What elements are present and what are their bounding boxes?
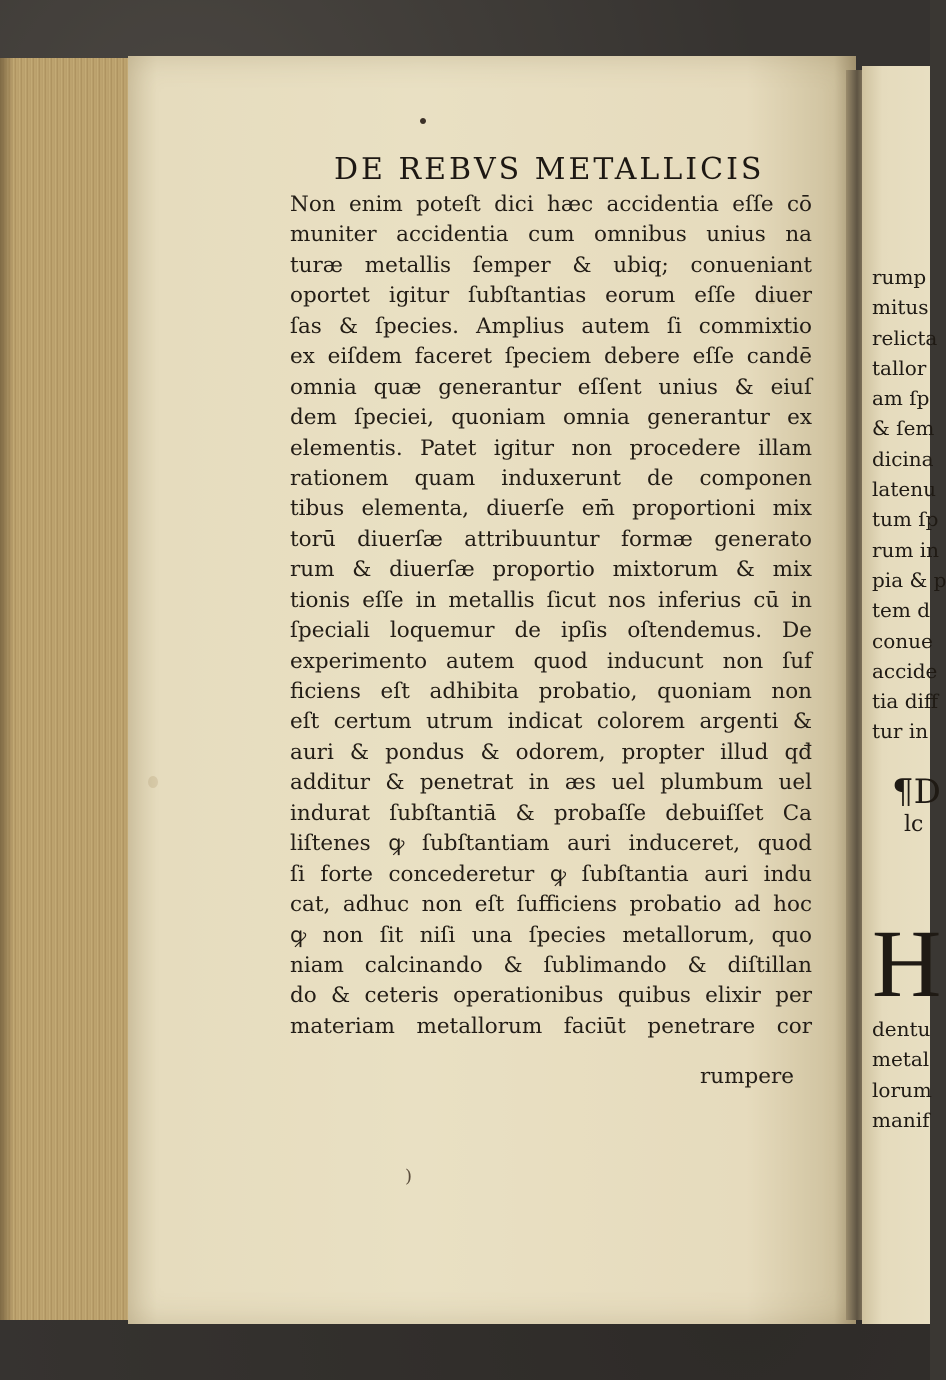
right-line: rum in: [872, 537, 940, 562]
body-line: indurat ſubſtantiā & probaſſe debuiſſet Ca: [290, 800, 812, 826]
right-page-text: [872, 262, 946, 747]
body-line: do & ceteris operationibus quibus elixir per: [290, 983, 812, 1009]
foxing-spot: [148, 776, 158, 788]
body-line: liſtenes ꝙ ſubſtantiam auri induceret, quod: [290, 831, 812, 857]
body-line: additur & penetrat in æs uel plumbum uel: [290, 770, 812, 796]
right-line: latenu: [872, 477, 936, 502]
body-line: ꝙ non ſit niſi una ſpecies metallorum, quo: [290, 922, 812, 948]
body-line: rum & diuerſæ proportio mixtorum & mix: [290, 557, 812, 583]
right-line: conue: [872, 628, 933, 653]
right-line: am ſp: [872, 386, 930, 411]
body-line: cat, adhuc non eſt ſufficiens probatio ad hoc: [290, 892, 812, 918]
printer-dot: [420, 118, 426, 124]
catchword: rumpere: [700, 1064, 794, 1089]
right-page: [862, 66, 946, 1324]
body-line: ſpeciali loquemur de ipſis oſtendemus. De: [290, 618, 812, 644]
right-tail-line: dentu: [872, 1017, 931, 1041]
body-line: ficiens eſt adhibita probatio, quoniam non: [290, 679, 812, 704]
right-line: mitus: [872, 295, 929, 320]
page-edges: [0, 58, 137, 1320]
initial-letter: H: [872, 910, 942, 1017]
right-tail-line: metal: [872, 1047, 930, 1072]
running-head: DE REBVS METALLICIS: [334, 152, 765, 187]
body-line: eſt certum utrum indicat colorem argenti &: [290, 709, 812, 735]
stray-mark: ): [405, 1166, 413, 1187]
right-line: rump: [872, 265, 927, 289]
right-line: dicina: [872, 446, 934, 471]
right-line: & ſem: [872, 416, 935, 441]
body-line: oportet igitur ſubſtantias eorum eſſe diuer: [290, 283, 812, 309]
body-line: ſas & ſpecies. Amplius autem ſi commixtio: [290, 313, 812, 339]
body-line: dem ſpeciei, quoniam omnia generantur ex: [290, 405, 812, 431]
body-line: turæ metallis ſemper & ubiq; conueniant: [290, 252, 812, 278]
body-line: elementis. Patet igitur non procedere illam: [290, 435, 812, 461]
body-line: omnia quæ generantur eſſent unius & eiuſ: [290, 374, 812, 400]
section-mark: [892, 772, 941, 837]
body-line: rationem quam induxerunt de componen: [290, 465, 812, 491]
body-line: tionis eſſe in metallis ſicut nos inferius cū in: [290, 587, 812, 613]
right-line: relicta: [872, 325, 938, 350]
body-line: torū diuerſæ attribuuntur formæ generato: [290, 526, 812, 552]
right-line: tum ſp: [872, 507, 939, 532]
section-mark-text: ¶D: [892, 772, 941, 812]
body-text: [290, 190, 820, 1042]
right-line: tur in: [872, 719, 929, 744]
body-line: tibus elementa, diuerſe em̄ proportioni mix: [290, 496, 812, 522]
body-line: experimento autem quod inducunt non ſuf: [290, 648, 812, 674]
right-line: tia diff: [872, 689, 939, 714]
right-line: pia & p: [872, 567, 946, 592]
right-tail-line: lorum: [872, 1077, 932, 1102]
body-line: ex eiſdem faceret ſpeciem debere eſſe candē: [290, 344, 812, 370]
body-line: muniter accidentia cum omnibus unius na: [290, 222, 812, 248]
body-line: auri & pondus & odorem, propter illud qđ: [290, 739, 812, 765]
right-line: tem d: [872, 598, 930, 623]
right-line: accide: [872, 658, 938, 683]
body-line: niam calcinando & ſublimando & diſtillan: [290, 952, 812, 978]
section-mark-text-2: lc: [904, 812, 924, 837]
body-line: ſi forte concederetur ꝙ ſubſtantia auri indu: [290, 861, 812, 887]
body-line: materiam metallorum faciūt penetrare cor: [290, 1013, 812, 1039]
right-page-tail: [872, 1014, 932, 1135]
right-tail-line: manif: [872, 1107, 930, 1132]
right-line: tallor: [872, 355, 927, 380]
body-line: Non enim poteſt dici hæc accidentia eſſe cō: [290, 192, 812, 217]
